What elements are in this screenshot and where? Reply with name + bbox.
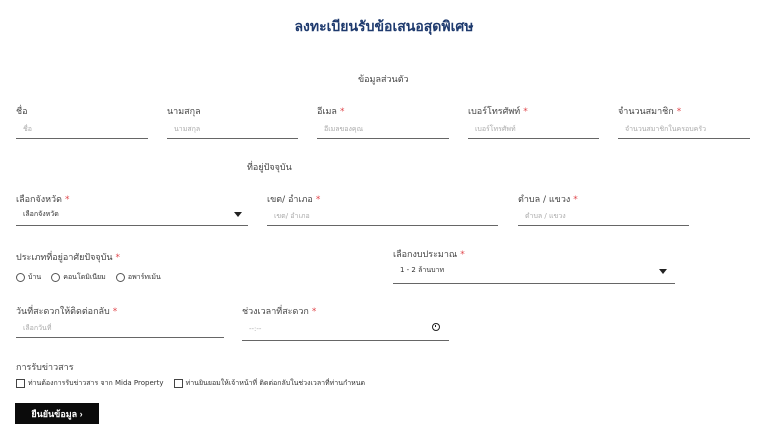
radio-condo[interactable] [51,273,60,282]
surname-label: นามสกุล [167,107,201,117]
name-label: ชื่อ [16,107,28,117]
section-personal: ข้อมูลส่วนตัว [358,75,409,85]
chevron-down-icon [234,212,242,217]
members-label: จำนวนสมาชิก * [618,107,682,117]
phone-label: เบอร์โทรศัพท์ * [468,107,528,117]
newsletter-checkbox[interactable] [16,379,25,388]
contact-date-label: วันที่สะดวกให้ติดต่อกลับ * [16,307,118,317]
province-label: เลือกจังหวัด * [16,195,70,205]
name-input[interactable] [16,122,148,139]
subdistrict-label: ตำบล / แขวง * [518,195,578,205]
contact-time-input[interactable] [242,321,449,341]
contact-time-field [242,321,449,341]
budget-label: เลือกงบประมาณ * [393,250,465,260]
consent-checkbox-label: ท่านยินยอมให้เจ้าหน้าที่ ติดต่อกลับในช่วงเวลาที่ท่านกำหนด [185,379,366,387]
section-address: ที่อยู่ปัจจุบัน [247,163,292,173]
budget-select[interactable]: 1 - 2 ล้านบาท [393,265,675,284]
district-input[interactable] [267,209,498,226]
radio-apartment[interactable] [116,273,125,282]
province-select[interactable]: เลือกจังหวัด [16,209,248,226]
surname-input[interactable] [167,122,298,139]
contact-time-label: ช่วงเวลาที่สะดวก * [242,307,317,317]
radio-house-label: บ้าน [28,273,42,281]
newsletter-label: การรับข่าวสาร [16,363,74,373]
residence-label: ประเภทที่อยู่อาศัยปัจจุบัน * [16,253,121,263]
contact-date-input[interactable] [16,321,224,338]
clock-icon[interactable] [432,323,440,331]
subdistrict-input[interactable] [518,209,689,226]
radio-house[interactable] [16,273,25,282]
residence-radio-group [16,267,166,286]
submit-button[interactable]: ยืนยันข้อมูล › [15,403,99,424]
page-title: ลงทะเบียนรับข้อเสนอสุดพิเศษ [294,19,474,35]
consent-checkbox[interactable] [174,379,183,388]
email-label: อีเมล * [317,107,345,117]
newsletter-options [16,373,370,392]
phone-input[interactable] [468,122,599,139]
newsletter-checkbox-label: ท่านต้องการรับข่าวสาร จาก Mida Property [28,379,164,387]
email-input[interactable] [317,122,449,139]
chevron-down-icon [659,269,667,274]
district-label: เขต/ อำเภอ * [267,195,321,205]
radio-apartment-label: อพาร์ทเม้น [127,273,161,281]
members-input[interactable] [618,122,750,139]
radio-condo-label: คอนโดมิเนียม [63,273,106,281]
